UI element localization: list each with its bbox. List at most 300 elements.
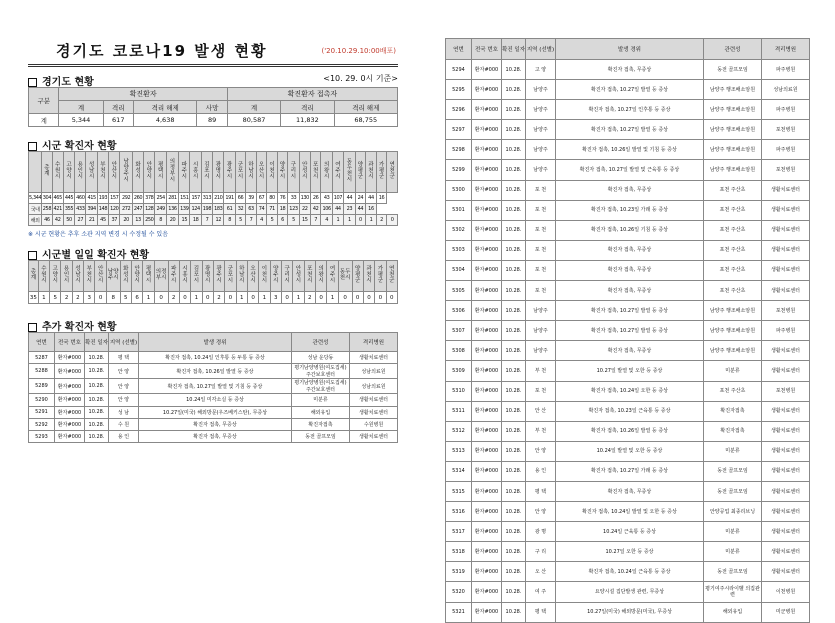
table-cell: 10.24일 근육통 등 증상 [556,522,704,542]
table-cell: 확진자접촉 [704,401,762,421]
table-cell: 5308 [446,341,472,361]
table-cell: 남양주 [526,160,556,180]
table-row [446,281,810,301]
table-cell: 8 [106,292,120,304]
table-row [446,441,810,461]
table-cell: 확진자 접촉, 무증상 [139,418,292,430]
table-cell: 10.28. [502,441,526,461]
contact-header: 확진환자 접촉자 [227,88,397,101]
table-cell: 15 [179,215,190,226]
table-row [446,120,810,140]
table-row [446,481,810,501]
city-header: 광명시 [202,261,213,292]
table-cell: 272 [120,204,132,215]
city-header: 연천군 [386,261,397,292]
table-cell: 환자#000 [472,120,502,140]
table-cell: 동전 골프모임 [704,481,762,501]
table-cell: 환자#000 [472,522,502,542]
table-cell: 136 [166,204,178,215]
cases-table-left [28,332,398,443]
table-cell: 부 천 [526,421,556,441]
city-header: 화성시 [120,261,131,292]
table-row [29,204,398,215]
table-cell: 평기남양병원(여도집세)주간보호센터 [292,364,350,379]
table-cell: 258 [42,204,52,215]
table-cell: 포천 주산초 [704,381,762,401]
table-cell: 16 [366,204,377,215]
table-cell: 환자#000 [472,542,502,562]
table-cell: 42 [52,215,63,226]
table-cell: 107 [332,193,343,204]
table-cell: 남양주 [526,120,556,140]
city-header: 양평군 [352,261,363,292]
table-cell: 확진자 접촉, 10.24일 인후통 등 두통 등 증상 [139,352,292,364]
table-cell: 확진자 접촉, 10.23일 근육통 등 증상 [556,401,704,421]
city-header: 광주시 [213,261,224,292]
table-cell: 8 [155,215,166,226]
table-cell: 파주병원 [762,60,810,80]
city-header: 연천군 [387,152,398,193]
table-cell: 평기남양병원(여도집세)주간보호센터 [292,379,350,394]
table-cell: 10.28. [85,352,109,364]
city-header: 양주시 [277,152,288,193]
table-cell: 환자#000 [472,260,502,280]
table-cell: 5293 [29,431,55,443]
table-cell: 5321 [446,602,472,622]
table-cell: 환자#000 [55,364,85,379]
table-cell: 생활치료센터 [762,361,810,381]
square-bullet-icon [28,251,37,260]
page-title: 경기도 코로나19 발생 현황 [56,42,268,60]
table-cell: 생활치료센터 [762,542,810,562]
table-cell: 포 천 [526,220,556,240]
table-cell: 63 [246,204,257,215]
table-cell: 환자#000 [55,406,85,418]
city-header: 광명시 [213,152,224,193]
table-cell: 5,344 [59,114,103,127]
table-cell: 16 [376,193,387,204]
table-cell: 10.27일(미국) 해외방문(미국), 무증상 [556,602,704,622]
table-cell: 46 [42,215,52,226]
table-cell: 250 [144,215,155,226]
table-cell: 생활치료센터 [762,421,810,441]
column-header: 사망 [197,101,227,114]
table-cell: 미분류 [704,361,762,381]
table-row [29,352,398,364]
table-cell: 460 [75,193,86,204]
table-cell: 5312 [446,421,472,441]
table-cell: 0 [386,292,397,304]
table-cell: 123 [288,204,299,215]
table-cell: 4 [256,215,267,226]
table-cell: 확진자 접촉, 10.27일 발열 등 증상 [556,321,704,341]
table-row [446,361,810,381]
city-header: 안산시 [95,261,106,292]
table-cell: 안 양 [526,441,556,461]
table-row [29,364,398,379]
table-cell: 378 [144,193,155,204]
city-header: 남양주시 [120,152,132,193]
city-header: 양평군 [355,152,366,193]
table-cell: 18 [190,215,201,226]
table-cell: 환자#000 [472,582,502,602]
table-cell: 5319 [446,562,472,582]
table-cell: 확진자 접촉, 10.26일 기침 등 증상 [556,220,704,240]
table-cell: 동전 골프모임 [704,60,762,80]
city-header: 성남시 [86,152,97,193]
table-cell: 생활치료센터 [762,281,810,301]
table-row [29,394,398,406]
table-cell: 확진자 접촉, 10.27일 발열 등 증상 [556,80,704,100]
table-row [446,301,810,321]
table-cell: 0 [352,292,363,304]
table-cell: 5290 [29,394,55,406]
table-cell: 313 [201,193,212,204]
table-cell: 이천병원 [762,582,810,602]
table-cell: 남양주 행조배소암원 [704,80,762,100]
table-cell: 7 [310,215,321,226]
table-cell: 광 명 [526,522,556,542]
table-row [29,193,398,204]
table-cell: 포천병원 [762,160,810,180]
table-cell: 확진자 접촉, 10.27일 가래 등 증상 [556,461,704,481]
table-cell: 생활치료센터 [350,431,398,443]
table-cell: 3 [270,292,281,304]
table-cell: 67 [256,193,267,204]
table-cell: 4,638 [134,114,197,127]
daily-table [28,260,398,304]
city-header: 여주시 [332,152,343,193]
table-cell: 1 [259,292,270,304]
table-cell: 124 [190,204,201,215]
column-header: 지역 (선별) [526,39,556,60]
table-cell: 남양주 행조배소암원 [704,120,762,140]
table-cell: 환자#000 [472,160,502,180]
table-cell: 10.28. [502,401,526,421]
table-cell: 183 [213,204,224,215]
city-header: 과천시 [366,152,377,193]
table-cell: 5292 [29,418,55,430]
table-cell: 433 [75,204,86,215]
table-cell: 안 양 [526,502,556,522]
table-cell: 42 [310,204,321,215]
table-row [29,418,398,430]
section-daily-status: 시군별 일일 확진자 현황 [28,246,398,260]
table-cell: 포천병원 [762,381,810,401]
table-row [446,260,810,280]
note-text: ※ 시군 현황은 추후 소관 지역 변경 시 수정될 수 있음 [28,231,169,238]
table-cell: 확진자접촉 [704,421,762,441]
table-row [446,542,810,562]
table-cell: 80,587 [227,114,280,127]
table-cell: 1 [38,292,49,304]
table-cell: 415 [86,193,97,204]
table-cell: 동전 골프모임 [292,431,350,443]
table-cell: 5301 [446,200,472,220]
table-cell: 32 [235,204,246,215]
table-cell: 확진자 접촉, 10.24일 오한 등 증상 [556,381,704,401]
table-row [446,381,810,401]
table-cell: 확진자 접촉, 10.26일 발열 및 기침 등 증상 [556,140,704,160]
table-cell: 445 [63,193,74,204]
row-label: 계 [29,114,59,127]
table-cell: 안 양 [109,379,139,394]
table-cell: 평 택 [109,352,139,364]
right-page [445,38,810,623]
section-city-status: 시군 확진자 현황 [28,137,398,151]
table-cell: 성남 운당동 [292,352,350,364]
city-header: 용인시 [75,152,86,193]
table-cell: 249 [155,204,166,215]
city-header: 동두천시 [344,152,356,193]
table-cell: 5287 [29,352,55,364]
table-cell: 5 [120,292,131,304]
city-header: 안성시 [293,261,304,292]
table-cell: 환자#000 [55,394,85,406]
table-cell: 수원병원 [350,418,398,430]
table-cell: 5311 [446,401,472,421]
table-cell: 남양주 [526,341,556,361]
column-header: 관련성 [704,39,762,60]
table-cell: 5303 [446,240,472,260]
table-cell: 292 [120,193,132,204]
table-row [446,502,810,522]
table-cell: 10.28. [502,260,526,280]
table-row [446,602,810,622]
table-cell: 10.28. [502,542,526,562]
table-cell: 23 [344,204,356,215]
city-header: 김포시 [201,152,212,193]
table-cell: 1 [143,292,154,304]
city-header: 시흥시 [190,152,201,193]
release-date: ('20.10.29.10:00배포) [321,47,396,55]
table-cell: 환자#000 [472,341,502,361]
table-cell: 생활치료센터 [762,200,810,220]
table-cell: 10.28. [502,80,526,100]
table-row [446,80,810,100]
table-cell: 5291 [29,406,55,418]
table-cell: 포 천 [526,240,556,260]
table-cell: 생활치료센터 [762,441,810,461]
table-cell: 동전 골프모임 [704,461,762,481]
table-cell: 210 [213,193,224,204]
table-cell: 3 [84,292,95,304]
city-header: 평택시 [155,152,166,193]
table-cell: 환자#000 [472,602,502,622]
table-cell: 확진자 접촉, 10.27일 발열 및 기침 등 증상 [139,379,292,394]
table-cell: 35 [29,292,39,304]
table-cell: 0 [387,215,398,226]
city-header: 여주시 [327,261,338,292]
table-cell: 304 [42,193,52,204]
table-cell: 확진자 접촉, 10.23일 가래 등 증상 [556,200,704,220]
table-cell: 확진자 접촉, 10.27일 발열 및 근육통 등 증상 [556,160,704,180]
table-cell: 생활치료센터 [762,260,810,280]
section-added-cases: 추가 확진자 현황 [28,318,398,332]
table-row [446,562,810,582]
table-cell: 10.28. [85,379,109,394]
table-cell: 193 [97,193,108,204]
table-row [446,582,810,602]
table-cell: 12 [213,215,224,226]
table-cell: 106 [321,204,332,215]
column-header: 연번 [29,333,55,352]
table-cell: 617 [103,114,133,127]
table-cell: 44 [344,193,356,204]
table-cell: 평 택 [526,602,556,622]
table-cell: 2 [168,292,179,304]
table-cell: 1 [344,215,356,226]
table-cell: 5 [50,292,61,304]
table-row [446,240,810,260]
table-cell: 5300 [446,180,472,200]
table-row [29,431,398,443]
table-cell: 10.28. [502,522,526,542]
city-header: 총계 [29,261,39,292]
table-cell: 0 [355,215,366,226]
table-cell: 성남의료원 [350,364,398,379]
table-cell: 포천 주산초 [704,240,762,260]
table-cell: 성 남 [109,406,139,418]
table-cell: 남양주 행조배소암원 [704,100,762,120]
table-cell: 환자#000 [472,301,502,321]
table-cell: 10.24일 발열 및 오한 등 증상 [556,441,704,461]
city-header: 부천시 [84,261,95,292]
table-cell: 10.28. [502,60,526,80]
table-cell: 20 [120,215,132,226]
table-cell: 10.28. [502,301,526,321]
table-cell: 10.28. [502,481,526,501]
table-cell: 환자#000 [472,502,502,522]
table-cell: 27 [75,215,86,226]
table-cell: 포천 주산초 [704,200,762,220]
table-cell: 생활치료센터 [762,502,810,522]
confirmed-header: 확진환자 [59,88,227,101]
table-cell: 파주병원 [762,321,810,341]
table-cell: 10.28. [502,281,526,301]
city-header: 의정부시 [166,152,178,193]
table-cell: 0 [95,292,106,304]
city-header: 구리시 [281,261,292,292]
city-header: 과천시 [363,261,374,292]
table-row [446,220,810,240]
table-cell: 환자#000 [472,461,502,481]
city-header: 오산시 [247,261,258,292]
title-bar [28,38,398,67]
table-cell: 5302 [446,220,472,240]
table-cell: 44 [355,204,366,215]
table-cell: 확진자 접촉, 무증상 [556,281,704,301]
city-header: 하남시 [236,261,247,292]
table-row [446,421,810,441]
table-cell: 남양주 행조배소암원 [704,321,762,341]
table-cell: 확진자 접촉, 10.26일 발열 등 증상 [139,364,292,379]
table-cell: 포천 주산초 [704,281,762,301]
table-cell: 요양시설 집단발생 관련, 무증상 [556,582,704,602]
table-cell: 5294 [446,60,472,80]
table-cell: 0 [363,292,374,304]
table-cell: 해외유입 [292,406,350,418]
column-header: 격리병원 [350,333,398,352]
table-cell: 0 [375,292,386,304]
table-cell: 120 [109,204,120,215]
table-cell: 고 양 [526,60,556,80]
city-header: 구리시 [288,152,299,193]
table-cell: 5296 [446,100,472,120]
city-header: 안성시 [299,152,310,193]
table-cell: 여 주 [526,582,556,602]
group-header: 구분 [29,88,59,114]
table-cell: 10.28. [502,602,526,622]
table-cell: 130 [299,193,310,204]
table-row [446,461,810,481]
table-cell: 확진자 접촉, 무증상 [556,481,704,501]
table-cell: 5 [288,215,299,226]
table-cell: 61 [224,204,235,215]
table-cell: 생활치료센터 [762,562,810,582]
city-header: 안양시 [144,152,155,193]
table-cell: 8 [224,215,235,226]
table-cell: 10.28. [502,220,526,240]
column-header: 지역 (선별) [109,333,139,352]
table-cell: 10.24일 미각소실 등 증상 [139,394,292,406]
column-header: 계 [59,101,103,114]
city-header: 이천시 [267,152,278,193]
table-cell: 5289 [29,379,55,394]
table-cell: 생활치료센터 [762,341,810,361]
table-cell: 0 [338,292,352,304]
table-cell: 수 원 [109,418,139,430]
table-cell: 환자#000 [472,281,502,301]
table-cell: 5 [267,215,278,226]
table-cell: 10.28. [502,361,526,381]
table-cell: 191 [224,193,235,204]
table-cell: 1 [191,292,202,304]
table-cell: 0 [154,292,168,304]
table-cell: 10.27일 발열 및 오한 등 증상 [556,361,704,381]
table-cell: 10.28. [502,140,526,160]
table-row [29,406,398,418]
city-header: 광주시 [224,152,235,193]
table-cell: 1 [366,215,377,226]
city-header: 파주시 [179,152,190,193]
table-cell: 10.28. [502,582,526,602]
table-cell: 환자#000 [472,240,502,260]
table-cell: 5315 [446,481,472,501]
table-cell: 생활치료센터 [762,481,810,501]
table-cell: 13 [132,215,143,226]
table-cell: 환자#000 [55,379,85,394]
column-header: 발생 경위 [139,333,292,352]
table-cell: 남양주 행조배소암원 [704,341,762,361]
square-bullet-icon [28,323,37,332]
table-cell: 환자#000 [472,421,502,441]
table-cell: 10.28. [502,562,526,582]
table-cell: 포천병원 [762,120,810,140]
table-cell: 포천 주산초 [704,180,762,200]
city-header: 포천시 [304,261,315,292]
column-header: 격리 해제 [134,101,197,114]
table-cell: 환자#000 [472,321,502,341]
table-cell: 0 [315,292,326,304]
table-cell: 5297 [446,120,472,140]
table-cell: 성남의료원 [350,379,398,394]
table-cell: 50 [63,215,74,226]
table-cell: 44 [332,204,343,215]
column-header: 전국 번호 [55,333,85,352]
table-cell: 확진자접촉 [292,418,350,430]
table-cell: 확진자 접촉, 10.26일 발열 등 증상 [556,421,704,441]
